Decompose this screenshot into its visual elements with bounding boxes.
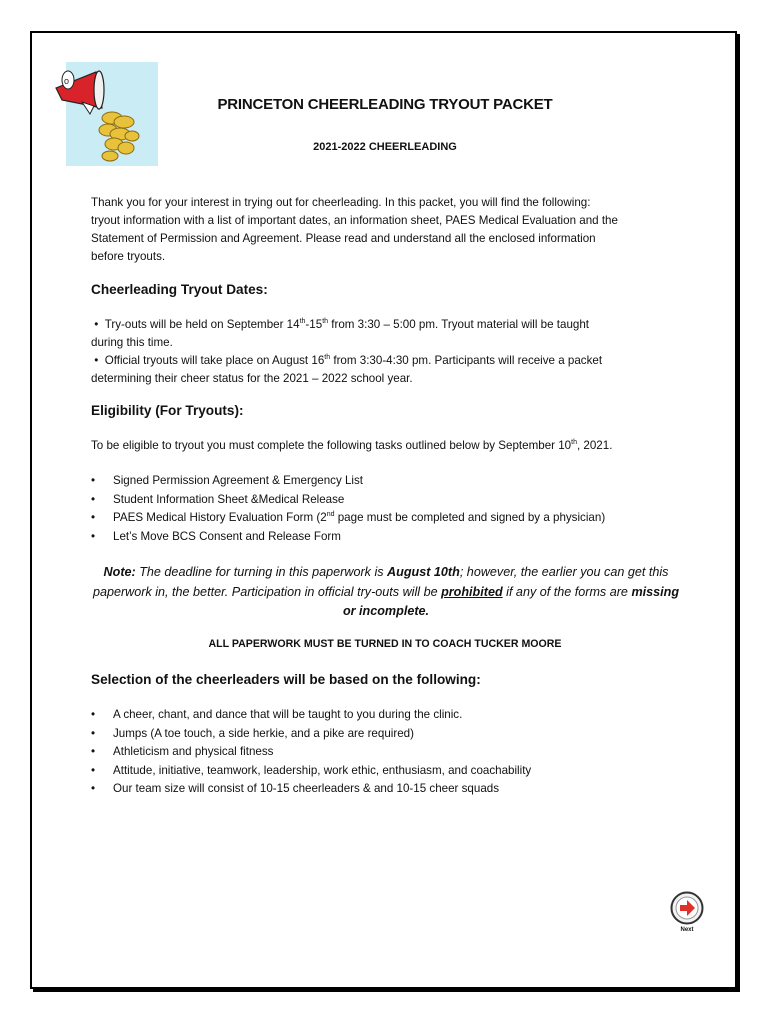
dates-item: • Try-outs will be held on September 14th-15th from 3:30 – 5:00 pm. Tryout material will be taught [91, 318, 590, 331]
list-item: • Signed Permission Agreement & Emergency List [91, 472, 605, 491]
dates-heading: Cheerleading Tryout Dates: [91, 282, 268, 297]
svg-text:o: o [64, 76, 70, 86]
note-paragraph: Note: The deadline for turning in this paperwork is August 10th; however, the earlier you can get this paperwork in, the better. Participation in official try-outs will be prohibited if any of the forms are missing or incomplete. [92, 565, 680, 618]
dates-list [91, 316, 691, 388]
list-item: • Student Information Sheet &Medical Release [91, 491, 605, 510]
dates-item: • Official tryouts will take place on August 16th from 3:30-4:30 pm. Participants will receive a packet [91, 354, 603, 367]
eligibility-text: To be eligible to tryout you must complete the following tasks outlined below by September 10th, 2021. [91, 439, 613, 452]
list-item: • Jumps (A toe touch, a side herkie, and a pike are required) [91, 725, 531, 744]
eligibility-list [91, 472, 605, 546]
list-item: • A cheer, chant, and dance that will be taught to you during the clinic. [91, 706, 531, 725]
intro-line: Thank you for your interest in trying out for cheerleading. In this packet, you will find the following: [91, 196, 591, 209]
paperwork-notice: ALL PAPERWORK MUST BE TURNED IN TO COACH TUCKER MOORE [208, 638, 562, 650]
dates-item-cont: during this time. [91, 336, 173, 349]
list-item: • Attitude, initiative, teamwork, leadership, work ethic, enthusiasm, and coachability [91, 762, 531, 781]
intro-paragraph [91, 194, 691, 266]
intro-line: tryout information with a list of important dates, an information sheet, PAES Medical Evaluation and the [91, 214, 618, 227]
page-subtitle: 2021-2022 CHEERLEADING [313, 141, 457, 153]
next-button-label[interactable]: Next [680, 927, 694, 933]
list-item: • PAES Medical History Evaluation Form (2nd page must be completed and signed by a physician) [91, 509, 605, 528]
eligibility-heading: Eligibility (For Tryouts): [91, 403, 244, 418]
list-item: • Let’s Move BCS Consent and Release Form [91, 528, 605, 547]
list-item: • Athleticism and physical fitness [91, 743, 531, 762]
page-title: PRINCETON CHEERLEADING TRYOUT PACKET [217, 96, 553, 113]
list-item: • Our team size will consist of 10-15 cheerleaders & and 10-15 cheer squads [91, 780, 531, 799]
selection-heading: Selection of the cheerleaders will be based on the following: [91, 672, 481, 687]
intro-line: before tryouts. [91, 250, 166, 263]
megaphone-pompom-icon [52, 58, 162, 170]
selection-list [91, 706, 531, 799]
next-arrow-icon[interactable] [670, 891, 704, 925]
dates-item-cont: determining their cheer status for the 2021 – 2022 school year. [91, 372, 413, 385]
intro-line: Statement of Permission and Agreement. Please read and understand all the enclosed information [91, 232, 596, 245]
